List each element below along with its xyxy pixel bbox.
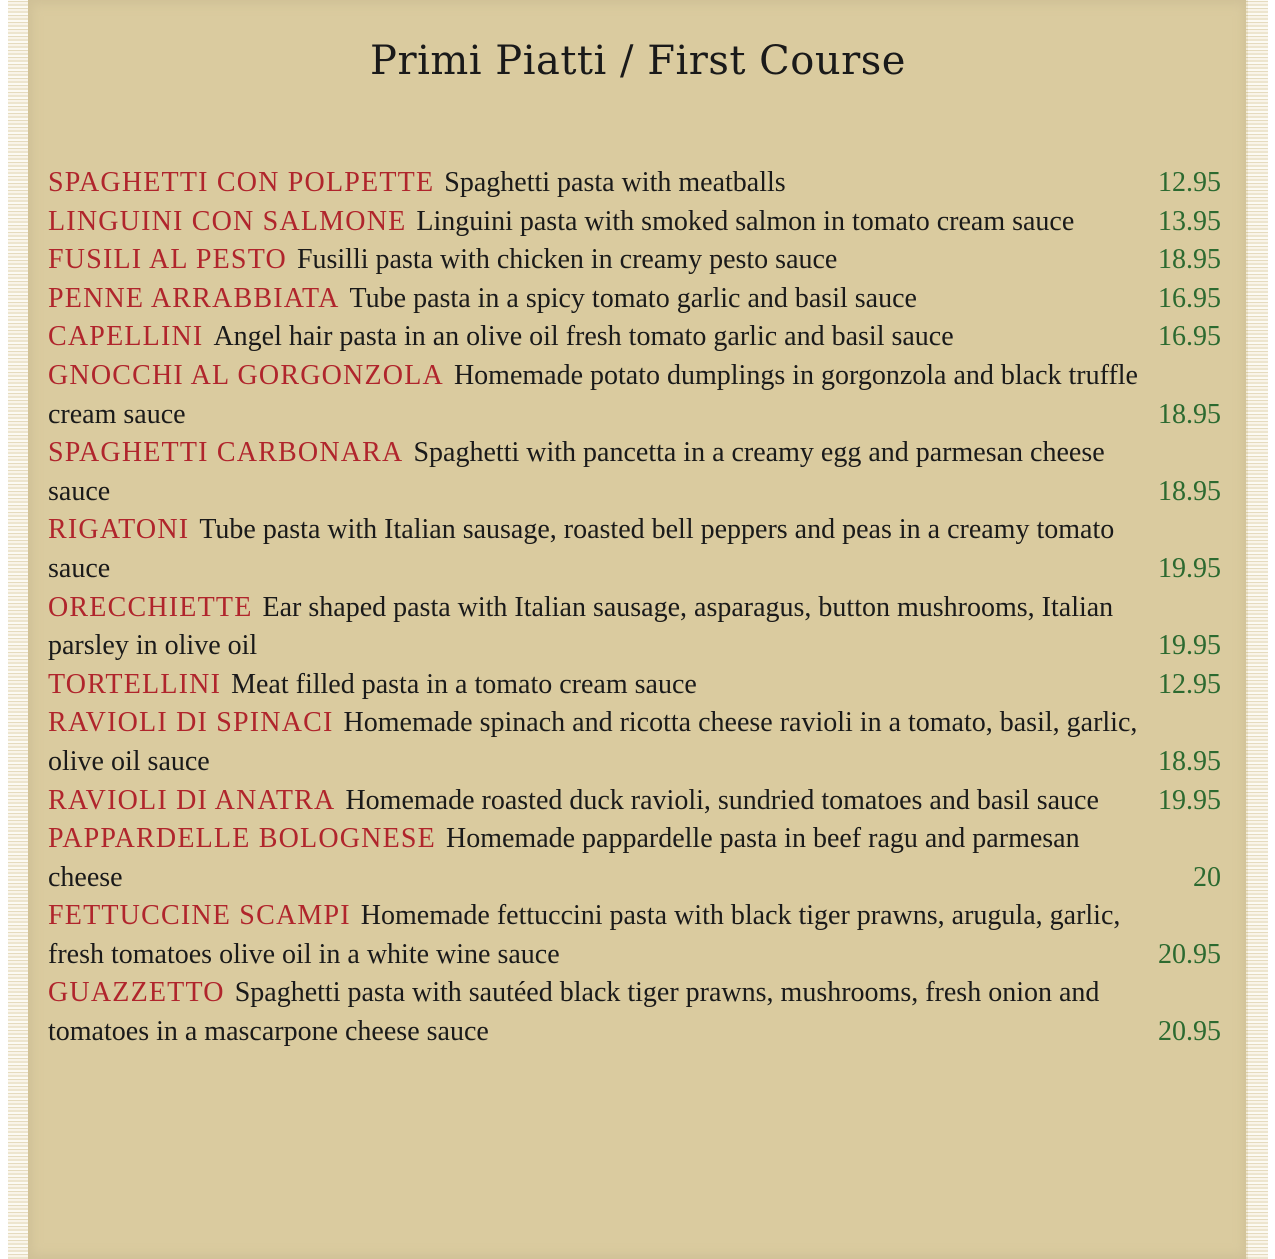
dish-description: Tube pasta with Italian sausage, roasted bell peppers and peas in a creamy tomato sauce <box>48 514 1115 584</box>
menu-item <box>48 203 1223 242</box>
dish-name: PAPPARDELLE BOLOGNESE <box>48 823 436 855</box>
dish-price: 12.95 <box>1158 668 1221 700</box>
menu-item <box>48 820 1223 897</box>
menu-item <box>48 704 1223 781</box>
dish-description: Spaghetti pasta with sautéed black tiger prawns, mushrooms, fresh onion and tomatoes in a mascarpone cheese sauce <box>48 977 1100 1048</box>
menu-item <box>48 241 1223 280</box>
dish-price: 18.95 <box>1158 244 1221 276</box>
dish-name: SPAGHETTI CARBONARA <box>48 437 404 469</box>
dish-name: FUSILI AL PESTO <box>48 244 287 276</box>
dish-price: 16.95 <box>1158 321 1221 353</box>
dish-description: Homemade fettuccini pasta with black tiger prawns, arugula, garlic, fresh tomatoes olive oil in a white wine sauce <box>48 900 1121 970</box>
menu-item <box>48 782 1223 821</box>
dish-description: Tube pasta in a spicy tomato garlic and basil sauce <box>349 282 917 314</box>
dish-description: Homemade spinach and ricotta cheese ravioli in a tomato, basil, garlic, olive oil sauce <box>48 707 1138 777</box>
dish-price: 18.95 <box>1158 475 1221 507</box>
dish-description: Ear shaped pasta with Italian sausage, asparagus, button mushrooms, Italian parsley in olive oil <box>48 591 1114 662</box>
dish-price: 19.95 <box>1158 630 1221 662</box>
dish-name: PENNE ARRABBIATA <box>48 282 340 314</box>
menu-item <box>48 318 1223 357</box>
dish-name: CAPELLINI <box>48 321 204 353</box>
dish-description: Fusilli pasta with chicken in creamy pesto sauce <box>296 244 838 276</box>
menu-item <box>48 897 1223 974</box>
dish-name: LINGUINI CON SALMONE <box>48 205 407 237</box>
menu-item <box>48 666 1223 705</box>
menu-item <box>48 357 1223 434</box>
dish-price: 19.95 <box>1158 784 1221 816</box>
dish-name: TORTELLINI <box>48 668 222 700</box>
dish-description: Homemade pappardelle pasta in beef ragu and parmesan cheese <box>48 823 1080 893</box>
dish-name: ORECCHIETTE <box>48 591 253 623</box>
dish-description: Homemade potato dumplings in gorgonzola and black truffle cream sauce <box>48 359 1138 430</box>
dish-price: 18.95 <box>1158 745 1221 777</box>
dish-name: RIGATONI <box>48 514 190 546</box>
dish-price: 20 <box>1193 861 1221 893</box>
dish-name: SPAGHETTI CON POLPETTE <box>48 167 435 198</box>
menu-item <box>48 280 1223 319</box>
dish-price: 18.95 <box>1158 398 1221 430</box>
dish-price: 20.95 <box>1158 1016 1221 1048</box>
menu-item <box>48 434 1223 511</box>
dish-description: Meat filled pasta in a tomato cream sauce <box>231 668 697 700</box>
menu-item <box>48 164 1223 203</box>
dish-description: Spaghetti with pancetta in a creamy egg and parmesan cheese sauce <box>48 437 1105 507</box>
dish-description: Homemade roasted duck ravioli, sundried tomatoes and basil sauce <box>345 784 1099 816</box>
dish-price: 13.95 <box>1158 205 1221 237</box>
dish-name: FETTUCCINE SCAMPI <box>48 900 351 932</box>
dish-name: RAVIOLI DI ANATRA <box>48 784 336 816</box>
dish-description: Spaghetti pasta with meatballs <box>444 167 786 198</box>
page-edge-right <box>1246 0 1268 1259</box>
menu-item <box>48 511 1223 588</box>
menu-item <box>48 974 1223 1051</box>
menu-item <box>48 589 1223 666</box>
menu-list <box>48 164 1223 1052</box>
dish-description: Linguini pasta with smoked salmon in tomato cream sauce <box>416 205 1075 237</box>
dish-name: GNOCCHI AL GORGONZOLA <box>48 359 444 391</box>
dish-price: 16.95 <box>1158 282 1221 314</box>
dish-name: RAVIOLI DI SPINACI <box>48 707 334 739</box>
dish-price: 12.95 <box>1158 167 1221 198</box>
page-edge-left <box>8 0 30 1259</box>
dish-name: GUAZZETTO <box>48 977 225 1009</box>
dish-price: 20.95 <box>1158 938 1221 970</box>
dish-price: 19.95 <box>1158 552 1221 584</box>
page-title: Primi Piatti / First Course <box>370 38 906 84</box>
dish-description: Angel hair pasta in an olive oil fresh tomato garlic and basil sauce <box>213 321 954 353</box>
